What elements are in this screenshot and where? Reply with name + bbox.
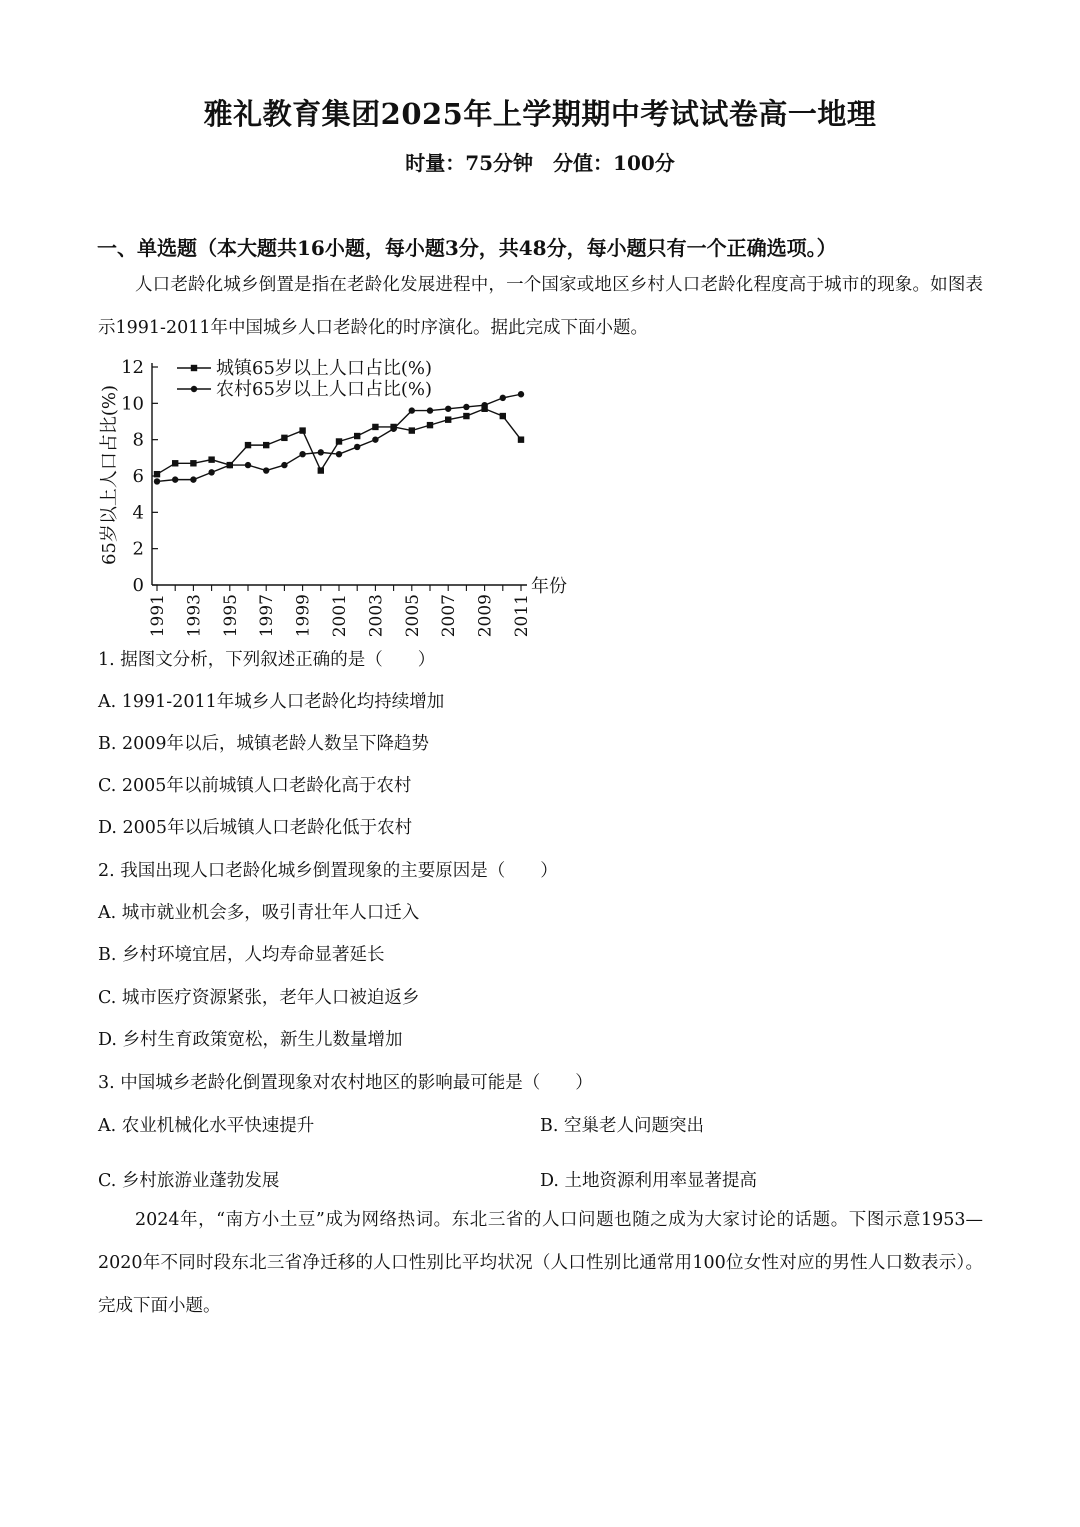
data-point-square	[299, 427, 305, 433]
data-point-square	[463, 413, 469, 419]
passage-aging: 人口老龄化城乡倒置是指在老龄化发展进程中，一个国家或地区乡村人口老龄化程度高于城市的现象。如图表示1991-2011年中国城乡人口老龄化的时序演化。据此完成下面小题。	[98, 275, 983, 338]
question-3-stem: 3. 中国城乡老龄化倒置现象对农村地区的影响最可能是（ ）	[98, 1073, 593, 1093]
x-tick-label: 2001	[330, 594, 350, 637]
question-2-stem: 2. 我国出现人口老龄化城乡倒置现象的主要原因是（ ）	[98, 861, 558, 881]
data-point-dot	[154, 478, 160, 484]
y-tick-label: 12	[121, 357, 144, 378]
data-point-square	[172, 460, 178, 466]
data-point-square	[445, 416, 451, 422]
y-tick-label: 0	[132, 575, 144, 596]
x-axis-label: 年份	[531, 576, 567, 597]
data-point-dot	[299, 451, 305, 457]
data-point-square	[318, 467, 324, 473]
page-title: 雅礼教育集团2025年上学期期中考试试卷高一地理	[203, 97, 877, 131]
data-point-dot	[245, 462, 251, 468]
data-point-square	[354, 433, 360, 439]
y-tick-label: 2	[132, 538, 144, 560]
x-tick-label: 1991	[148, 594, 168, 637]
data-point-square	[154, 471, 160, 477]
legend-marker-dot	[191, 386, 197, 392]
data-point-dot	[208, 469, 214, 475]
data-point-dot	[427, 407, 433, 413]
aging-line-chart	[95, 352, 585, 637]
x-tick-label: 2009	[475, 594, 496, 637]
question-1-option-d[interactable]: D. 2005年以后城镇人口老龄化低于农村	[98, 818, 413, 838]
data-point-square	[336, 438, 342, 444]
y-tick-label: 6	[132, 466, 144, 487]
question-2-option-d[interactable]: D. 乡村生育政策宽松，新生儿数量增加	[98, 1030, 403, 1050]
question-3-option-c[interactable]: C. 乡村旅游业蓬勃发展	[98, 1171, 280, 1191]
question-1-option-b[interactable]: B. 2009年以后，城镇老龄人数呈下降趋势	[98, 734, 430, 754]
data-point-square	[245, 442, 251, 448]
question-3-option-a[interactable]: A. 农业机械化水平快速提升	[98, 1116, 315, 1136]
data-point-dot	[354, 444, 360, 450]
question-3-option-d[interactable]: D. 土地资源利用率显著提高	[540, 1171, 758, 1191]
data-point-square	[500, 413, 506, 419]
data-point-square	[409, 427, 415, 433]
x-tick-label: 1997	[257, 594, 278, 637]
data-point-square	[208, 456, 214, 462]
data-point-dot	[281, 462, 287, 468]
data-point-square	[518, 436, 524, 442]
data-point-square	[263, 442, 269, 448]
data-point-square	[281, 435, 287, 441]
data-point-dot	[409, 407, 415, 413]
legend-label: 城镇65岁以上人口占比(%)	[216, 358, 433, 379]
data-point-dot	[372, 436, 378, 442]
y-tick-label: 4	[132, 502, 144, 524]
data-point-dot	[390, 426, 396, 432]
question-3-option-b[interactable]: B. 空巢老人问题突出	[540, 1116, 704, 1136]
exam-info: 时量：75分钟 分值：100分	[405, 151, 675, 175]
data-point-dot	[445, 406, 451, 412]
x-tick-label: 1995	[220, 594, 241, 637]
data-point-dot	[227, 462, 233, 468]
question-2-option-a[interactable]: A. 城市就业机会多，吸引青壮年人口迁入	[98, 903, 420, 923]
y-tick-label: 10	[121, 393, 144, 415]
question-1-option-a[interactable]: A. 1991-2011年城乡人口老龄化均持续增加	[98, 692, 445, 712]
question-1-option-c[interactable]: C. 2005年以前城镇人口老龄化高于农村	[98, 776, 412, 796]
legend-label: 农村65岁以上人口占比(%)	[216, 379, 433, 400]
question-1-stem: 1. 据图文分析，下列叙述正确的是（ ）	[98, 650, 436, 670]
data-point-square	[427, 422, 433, 428]
x-tick-label: 1993	[184, 594, 205, 637]
data-point-square	[190, 460, 196, 466]
x-tick-label: 2003	[366, 594, 387, 637]
data-point-square	[372, 424, 378, 430]
section-heading: 一、单选题（本大题共16小题，每小题3分，共48分，每小题只有一个正确选项。）	[97, 236, 837, 260]
x-tick-label: 2005	[402, 594, 423, 637]
y-axis-label: 65岁以上人口占比(%)	[99, 384, 120, 566]
x-tick-label: 2007	[439, 594, 460, 637]
data-point-dot	[336, 451, 342, 457]
data-point-dot	[172, 476, 178, 482]
data-point-dot	[518, 391, 524, 397]
data-point-dot	[500, 395, 506, 401]
legend-marker-square	[191, 365, 197, 371]
x-tick-label: 2011	[512, 594, 532, 637]
question-2-option-c[interactable]: C. 城市医疗资源紧张，老年人口被迫返乡	[98, 988, 420, 1008]
data-point-dot	[463, 404, 469, 410]
question-2-option-b[interactable]: B. 乡村环境宜居，人均寿命显著延长	[98, 945, 385, 965]
passage-northeast-migration: 2024年，“南方小土豆”成为网络热词。东北三省的人口问题也随之成为大家讨论的话题。下图示意1953—2020年不同时段东北三省净迁移的人口性别比平均状况（人口性别比通常用100位女性对应的男性人口数表示）。完成下面小题。	[98, 1210, 983, 1316]
y-tick-label: 8	[132, 429, 144, 451]
data-point-dot	[481, 402, 487, 408]
data-point-dot	[190, 476, 196, 482]
data-point-dot	[263, 467, 269, 473]
x-tick-label: 1999	[293, 594, 314, 637]
data-point-dot	[318, 449, 324, 455]
